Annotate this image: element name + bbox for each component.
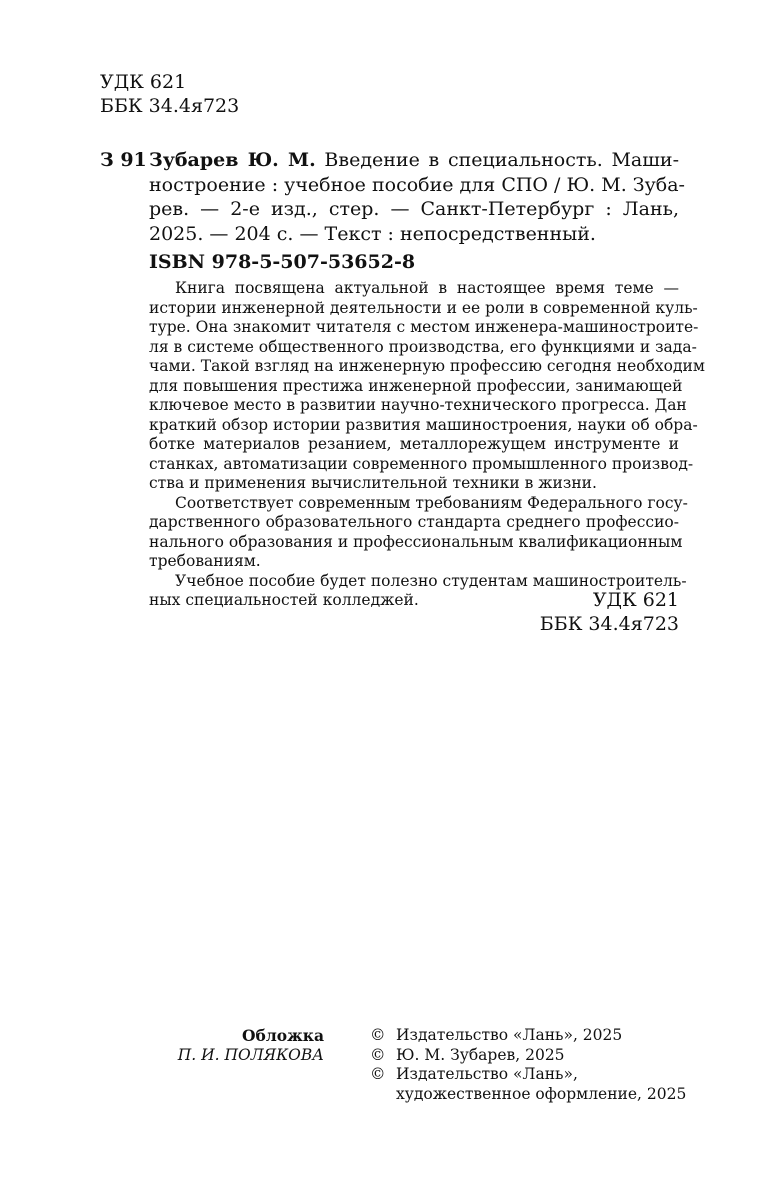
- annotation-line: ля в системе общественного производства, его функциями и зада-: [149, 337, 697, 356]
- copyright-design-line1: Издательство «Лань»,: [396, 1065, 578, 1083]
- bbk-code: ББК 34.4я723: [100, 95, 240, 117]
- bib-line: рев. — 2-е изд., стер. — Санкт-Петербург : Лань,: [149, 198, 679, 220]
- author-name: Зубарев Ю. М.: [149, 149, 316, 171]
- isbn: ISBN 978-5-507-53652-8: [149, 251, 416, 273]
- annotation-line: Соответствует современным требованиям Федерального госу-: [175, 493, 688, 512]
- copyright-design-line2: художественное оформление, 2025: [396, 1084, 687, 1103]
- copyright-row: [370, 1065, 686, 1085]
- annotation-line: ключевое место в развитии научно-технического прогресса. Дан: [149, 396, 687, 414]
- annotation-line: истории инженерной деятельности и ее роли в современной куль-: [149, 298, 698, 317]
- bib-line: ностроение : учебное пособие для СПО / Ю. М. Зуба-: [149, 173, 685, 196]
- bibliographic-record: [149, 148, 685, 246]
- bib-line: [149, 148, 679, 173]
- title-text: Введение в специальность. Маши-: [315, 149, 679, 171]
- annotation-line: станках, автоматизации современного промышленного производ-: [149, 454, 694, 473]
- bib-line: 2025. — 204 с. — Текст : непосредственный.: [149, 222, 596, 245]
- annotation-line: для повышения престижа инженерной профессии, занимающей: [149, 376, 683, 395]
- annotation-line: Книга посвящена актуальной в настоящее время теме —: [175, 279, 679, 297]
- bbk-code: ББК 34.4я723: [539, 613, 679, 635]
- copyright-block: [370, 1026, 686, 1104]
- udk-code: УДК 621: [100, 71, 187, 93]
- cover-label: Обложка: [242, 1026, 324, 1045]
- udk-code: УДК 621: [592, 589, 679, 611]
- cutter-number: З 91: [100, 149, 147, 171]
- copyright-icon: ©: [370, 1026, 386, 1044]
- annotation-line: требованиям.: [149, 552, 261, 570]
- annotation-line: чами. Такой взгляд на инженерную профессию сегодня необходим: [149, 357, 705, 375]
- annotation-line: туре. Она знакомит читателя с местом инженера-машиностроите-: [149, 318, 699, 336]
- copyright-row: [370, 1046, 686, 1066]
- copyright-icon: ©: [370, 1045, 386, 1064]
- classification-footer: [540, 588, 679, 636]
- annotation: [149, 279, 705, 611]
- annotation-line: ботке материалов резанием, металлорежущем инструменте и: [149, 435, 679, 453]
- annotation-line: дарственного образовательного стандарта среднего профессио-: [149, 513, 679, 531]
- annotation-line: Учебное пособие будет полезно студентам машиностроитель-: [175, 571, 687, 590]
- annotation-line: ных специальностей колледжей.: [149, 591, 419, 609]
- copyright-row: [370, 1026, 686, 1046]
- annotation-line: нального образования и профессиональным квалификационным: [149, 532, 683, 551]
- classification-header: [100, 70, 239, 118]
- cover-credit: [100, 1026, 324, 1065]
- copyright-publisher: Издательство «Лань», 2025: [396, 1026, 623, 1044]
- cover-designer: П. И. ПОЛЯКОВА: [177, 1045, 324, 1064]
- annotation-line: ства и применения вычислительной техники в жизни.: [149, 474, 597, 492]
- annotation-line: краткий обзор истории развития машиностроения, науки об обра-: [149, 415, 698, 434]
- copyright-icon: ©: [370, 1065, 386, 1083]
- copyright-author: Ю. М. Зубарев, 2025: [396, 1045, 565, 1064]
